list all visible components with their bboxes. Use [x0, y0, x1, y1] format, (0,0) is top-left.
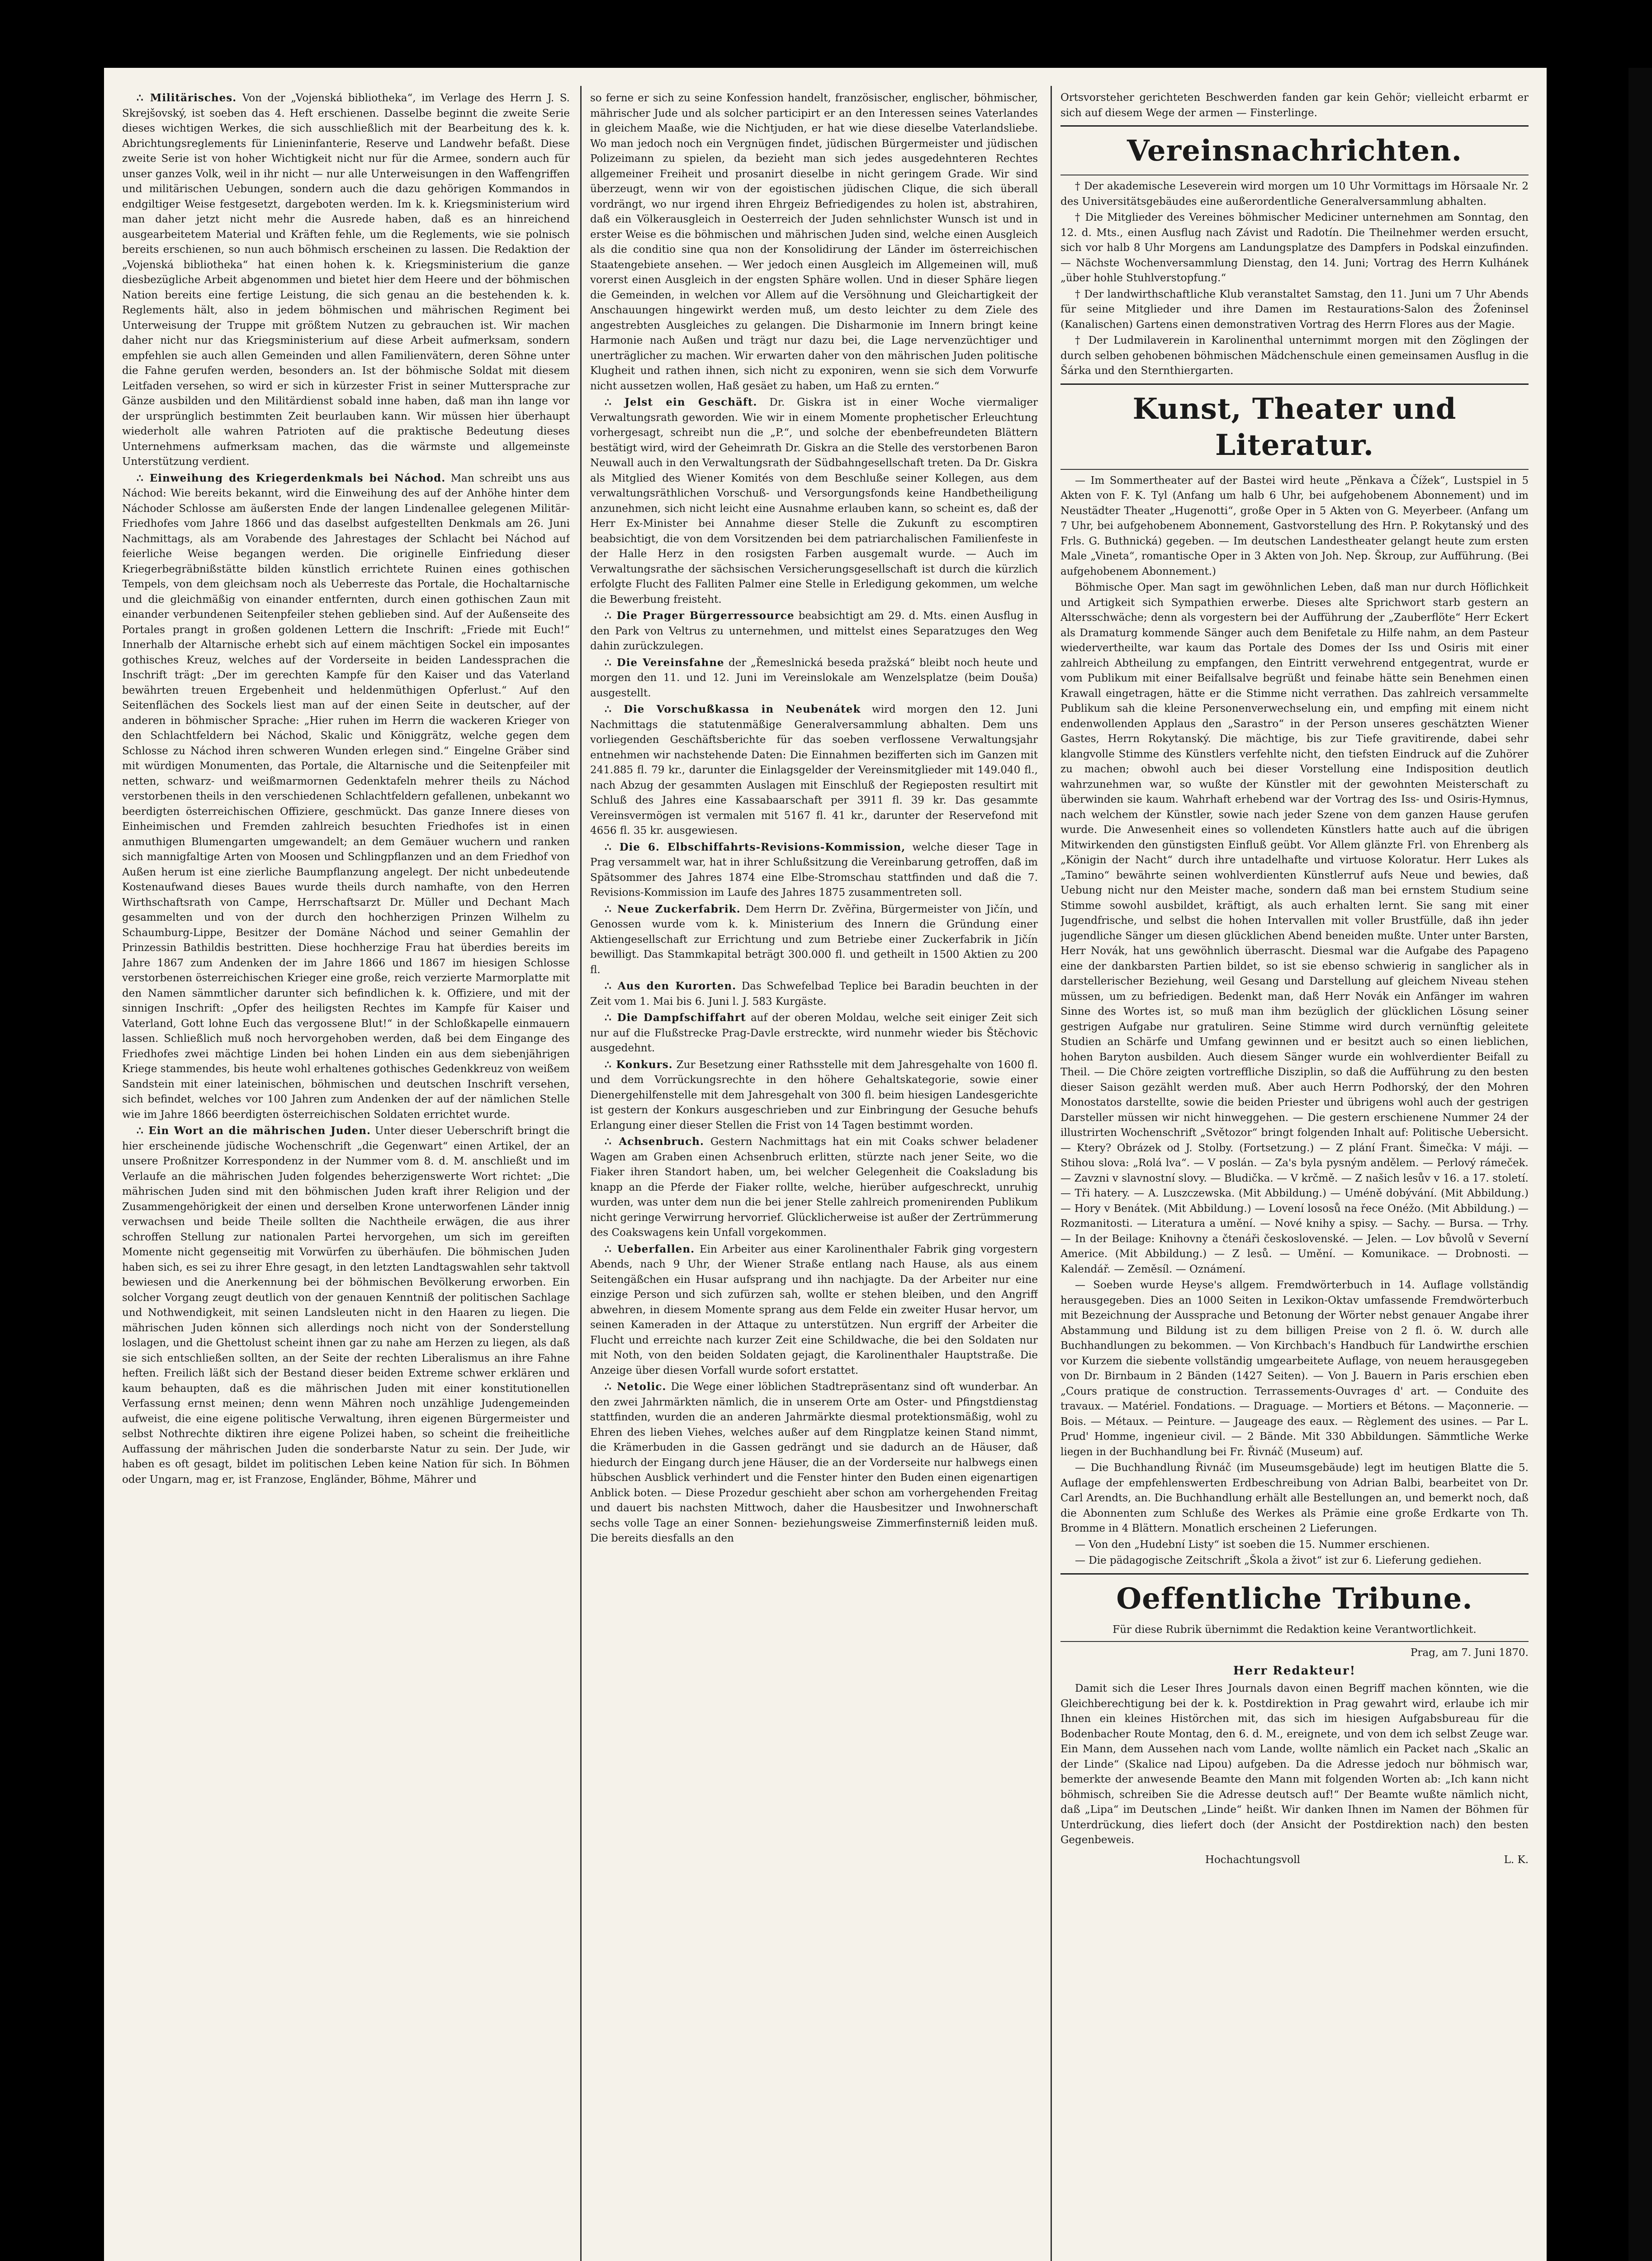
- article-militaerisches: [122, 90, 570, 470]
- section-rule: [1060, 125, 1529, 127]
- article-vereinsfahne: [590, 655, 1038, 701]
- article-kurorte: [590, 979, 1038, 1009]
- article-head: ∴ Achsenbruch.: [605, 1135, 704, 1148]
- article-head: ∴ Ueberfallen.: [605, 1243, 695, 1255]
- article-geschaeft: [590, 395, 1038, 607]
- article-text: Unter dieser Ueberschrift bringt die hier erscheinende jüdische Wochenschrift „die Gegenwart“ einen Artikel, der an unsere Proßnitzer Korrespondenz in der Nummer vom 8. d. M. anschließt und im Verlaufe an die mährischen Juden folgendes beherzigenswerte Wort richtet: „Die mährischen Juden sind mit den böhmischen Juden kraft ihrer Religion und der Zusammengehörigkeit der einen und derselben Krone unterworfenen Länder innig verwachsen und beide Theile sollten die Nachtheile erwägen, die aus ihrer schroffen Stellung zur nationalen Partei hervorgehen, um sich im gereiften Momente nicht gegenseitig mit Vorwürfen zu überhäufen. Die böhmischen Juden haben sich, es sei zu ihrer Ehre gesagt, in den letzten Landtagswahlen sehr taktvoll bewiesen und die Anerkennung bei der böhmischen Bevölkerung erworben. Ein solcher Vorgang zeugt deutlich von der genauen Kenntniß der politischen Sachlage und Nothwendigkeit, mit seinen Landsleuten nicht in den Haaren zu liegen. Die mährischen Juden können sich allerdings noch nicht von der Sonderstellung loslagen, und die Ghettolust scheint ihnen gar zu nahe am Herzen zu liegen, als daß sie sich entschließen sollten, an der Seite der rechten Liberalismus an ihre Fahne heften. Freilich läßt sich der Bestand dieser beiden Extreme schwer erklären und kaum behaupten, daß es die mährischen Juden mit einer konstitutionellen Verfassung ernst meinen; denn wenn Mähren noch unzählige Judengemeinden aufweist, die eine eigene politische Verwaltung, ihren eigenen Bürgermeister und selbst Nothrechte diktiren ihre eigene Polizei haben, so scheint die freiheitliche Auffassung der mährischen Juden die sonderbarste Natur zu sein. Der Jude, wir haben es oft gesagt, bildet im politischen Leben keine Nation für sich. In Böhmen oder Ungarn, mag er, ist Franzose, Engländer, Böhme, Mährer und: [122, 1125, 570, 1485]
- article-text: beabsichtigt am 29. d. Mts. einen Ausflug in den Park von Veltrus zu unternehmen, und mittelst eines Separatzuges den Weg dahin zurückzulegen.: [590, 610, 1038, 652]
- column-divider: [1051, 86, 1052, 2261]
- article-text: Gestern Nachmittags hat ein mit Coaks schwer beladener Wagen am Graben einen Achsenbruch erlitten, stürzte nach jener Seite, wo die Fiaker ihren Standort haben, um, bei welcher Gelegenheit die Coaksladung bis knapp an die Pferde der Fiaker rollte, welche, hierüber aufgeschreckt, unruhig wurden, was unter dem nun die bei jener Stelle zahlreich promenirenden Publikum nicht geringe Verwirrung hervorrief. Glücklicherweise ist außer der Zertrümmerung des Coakswagens kein Unfall vorgekommen.: [590, 1136, 1038, 1239]
- article-vorschusskassa: [590, 702, 1038, 839]
- letter-body: Damit sich die Leser Ihres Journals davon einen Begriff machen könnten, wie die Gleichberechtigung bei der k. k. Postdirektion in Prag gewahrt wird, erlaube ich mir Ihnen ein kleines Histörchen mit, das sich im hiesigen Aufgabsbureau für die Bodenbacher Route Montag, den 6. d. M., ereignete, und von dem ich selbst Zeuge war. Ein Mann, dem Aussehen nach vom Lande, wollte nämlich ein Packet nach „Skalic an der Linde“ (Skalice nad Lipou) aufgeben. Da die Adresse jedoch nur böhmisch war, bemerkte der anwesende Beamte den Mann mit folgenden Worten ab: „Ich kann nicht böhmisch, schreiben Sie die Adresse deutsch auf!“ Der Beamte wußte nämlich nicht, daß „Lipa“ im Deutschen „Linde“ heißt. Wir danken Ihnen im Namen der Böhmen für Unterdrückung, dies liefert doch (der Ansicht der Postdirektion nach) den besten Gegenbeweis.: [1060, 1683, 1529, 1846]
- article-head: ∴ Die Vereinsfahne: [605, 656, 724, 669]
- section-title-kunst-theater-literatur: Kunst, Theater und Literatur.: [1132, 392, 1457, 462]
- article-buergerressource: [590, 608, 1038, 654]
- article-head: ∴ Die Vorschußkassa in Neubenátek: [605, 703, 861, 715]
- letter-closing: Hochachtungsvoll: [1205, 1854, 1300, 1866]
- article-elbschiffahrt: [590, 840, 1038, 901]
- section-title-oeffentliche-tribune: Oeffentliche Tribune.: [1116, 1581, 1473, 1616]
- news-item: — Soeben wurde Heyse's allgem. Fremdwörterbuch in 14. Auflage vollständig herausgegeben. Dies an 1000 Seiten in Lexikon-Oktav umfassende Fremdwörterbuch mit Bezeichnung der Aussprache und Betonung der Wörter nebst genauer Angabe ihrer Abstammung und Bildung ist zu dem billigen Preise von 2 fl. ö. W. durch alle Buchhandlungen zu bekommen. — Von Kirchbach's Handbuch für Landwirthe erschien vor Kurzem die siebente vollständig umgearbeitete Auflage, von neuem herausgegeben von Dr. Birnbaum in 2 Bänden (1427 Seiten). — Von J. Bauern in Paris erschien eben „Cours pratique de construction. Terrassements-Ouvrages d' art. — Conduite des travaux. — Matériel. Fondations. — Draguage. — Mortiers et Bétons. — Maçonnerie. — Bois. — Métaux. — Peinture. — Jaugeage des eaux. — Règlement des usines. — Par L. Prud' Homme, ingenieur civil. — 2 Bände. Mit 330 Abbildungen. Sämmtliche Werke liegen in der Buchhandlung bei Fr. Řivnáč (Museum) auf.: [1060, 1279, 1529, 1458]
- article-konkurs: [590, 1057, 1038, 1134]
- column-2: [590, 90, 1038, 2261]
- article-text: Von der „Vojenská bibliotheka“, im Verlage des Herrn J. S. Skrejšovský, ist soeben das 4. Heft erschienen. Dasselbe beginnt die zweite Serie dieses wichtigen Werkes, die sich ausschließlich mit der Bearbeitung des k. k. Abrichtungsreglements für Linieninfanterie, Reserve und Landwehr befaßt. Diese zweite Serie ist von hoher Wichtigkeit nicht nur für die Armee, sondern auch für unser ganzes Volk, weil in ihr nicht — nur alle Unterweisungen in den Waffengriffen und militärischen Uebungen, sondern auch die dazu gehörigen Kommandos in endgiltiger Weise festgesetzt, dargeboten werden. Im k. k. Kriegsministerium wird man daher jetzt nicht mehr die Ausrede haben, daß es an hinreichend ausgearbeitetem Material und Kräften fehle, um die Reglements, wie sie polnisch bereits erschienen, so nun auch böhmisch erscheinen zu lassen. Die Redaktion der „Vojenská bibliotheka“ hat einen hohen k. k. Kriegsministerium die ganze diesbezügliche Arbeit abgenommen und bietet hier dem Heere und der böhmischen Nation bereits eine fertige Leistung, die sich genau an die bestehenden k. k. Reglements hält, also in jedem böhmischen und mährischen Regiment bei Unterweisung der Truppe mit größtem Nutzen zu gebrauchen ist. Wir machen daher nicht nur das Kriegsministerium auf diese Arbeit aufmerksam, sondern empfehlen sie auch allen Gemeinden und allen Familienvätern, deren Söhne unter die Fahne gerufen werden, besonders an. Ist der böhmische Soldat mit diesem Leitfaden versehen, so wird er sich in kürzester Frist in seiner Muttersprache zur Gänze ausbilden und den Militärdienst sobald inne haben, daß man ihn lange vor der ursprünglich bestimmten Zeit beurlauben kann. Wir müssen hier überhaupt wiederholt alle wahren Patrioten auf die praktische Bedeutung dieses Unternehmens aufmerksam machen, das die wärmste und allgemeinste Unterstützung verdient.: [122, 92, 570, 468]
- news-item: † Der Ludmilaverein in Karolinenthal unternimmt morgen mit den Zöglingen der durch selben gehobenen böhmischen Mädchenschule einen gemeinsamen Ausflug in die Šárka und den Sternthiergarten.: [1060, 335, 1529, 377]
- newspaper-page: [104, 68, 1547, 2261]
- news-item: Böhmische Oper. Man sagt im gewöhnlichen Leben, daß man nur durch Höflichkeit und Artigkeit sich Sympathien erwerbe. Dieses alte Sprichwort starb gestern an Altersschwäche; denn als vorgestern bei der Aufführung der „Zauberflöte“ Herr Eckert als Dramaturg kommende Sänger auch dem Benifetale zu Hilfe nahm, an dem Pasteur wiedervertheilte, war kaum das Portale des Domes der Iss und Osiris mit einer zahlreich Abtheilung zu empfangen, den Eintritt verwehrend entgegentrat, wurde er vom Publikum mit einer Beifallsalve begrüßt und feinabe hätte sein Benehmen einen Krawall eingetragen, hätte er die Stimme nicht verrathen. Das zahlreich versammelte Publikum sah die kleine Personenverwechselung ein, und empfing mit einem nicht endenwollenden Applaus den „Sarastro“ in der Person unseres geschätzten Wiener Gastes, Herrn Rokytanský. Die mächtige, bis zur Tiefe gravitirende, dabei sehr klangvolle Stimme des Künstlers verfehlte nicht, den tiefsten Eindruck auf die Zuhörer zu machen; obwohl auch bei dieser Vorstellung eine Indisposition deutlich wahrzunehmen war, so wußte der Künstler mit der gewohnten Meisterschaft zu überwinden sie kaum. Wahrhaft erhebend war der Vortrag des Iss- und Osiris-Hymnus, nach welchem der Künstler, sowie nach jeder Szene von dem ganzen Hause gerufen wurde. Die Anwesenheit eines so vollendeten Künstlers hatte auch auf die übrigen Mitwirkenden den günstigsten Einfluß geübt. Vor Allem glänzte Frl. von Ehrenberg als „Königin der Nacht“ durch ihre untadelhafte und virtuose Koloratur. Herr Lukes als „Tamino“ bewährte seinen wohlverdienten Künstlerruf aufs Neue und bewies, daß Uebung nicht nur den Meister mache, sondern daß man bei ernstem Studium seine Stimme sowohl ausbildet, kräftigt, als auch erhalten lernt. Sie sang mit einer Jugendfrische, und selbst die hohen Intervallen mit voller Brustfülle, daß ihn jeder jugendliche Sänger um diesen glücklichen Abend beneiden mußte. Unter unter Barsten, Herr Novák, hat uns gewöhnlich überrascht. Diesmal war die Aufgabe des Papageno eine der dankbarsten Partien bildet, so ist sie ebenso schwierig in sanglicher als in darstellerischer Beziehung, weil Gesang und Darstellung auf gleichem Niveau stehen müssen, um zu befriedigen. Bedenkt man, daß Herr Novák ein Anfänger im wahren Sinne des Wortes ist, so muß man ihm bezüglich der glücklichen Lösung seiner gestrigen Aufgabe nur gratuliren. Seine Stimme wird durch vernünftig geleitete Studien an Schärfe und Umfang gewinnen und er besitzt auch so einen lieblichen, hohen Baryton ausbilden. Auch diesem Sänger wurde ein wohlverdienter Beifall zu Theil. — Die Chöre zeigten vortreffliche Disziplin, so daß die Aufführung zu den besten dieser Saison gezählt werden muß. Aber auch Herrn Podhorský, der den Mohren Monostatos darstellte, sowie die beiden Priester und übrigens wohl auch der gestrigen Darsteller müssen wir nicht hinweggehen. — Die gestern erschienene Nummer 24 der illustrirten Wochenschrift „Světozor“ bringt folgenden Inhalt auf: Politische Uebersicht. — Ktery? Obrázek od J. Stolby. (Fortsetzung.) — Z plání Frant. Šimečka: V máji. — Stihou slova: „Rolá lva“. — V poslán. — Za's byla pysným andělem. — Perlový rámeček. — Zavzni v slavnostní slovy. — Bludička. — V krčmě. — Z našich lesův v 16. a 17. století. — Tři hatery. — A. Luszczewska. (Mit Abbildung.) — Uméně dobývání. (Mit Abbildung.) — Hory v Benátek. (Mit Abbildung.) — Lovení lososů na řece Onéžo. (Mit Abbildung.) — Rozmanitosti. — Literatura a umění. — Nové knihy a spisy. — Sachy. — Bursa. — Trhy. — In der Beilage: Knihovny a čtenáři československé. — Jelen. — Lov bůvolů v Severní Americe. (Mit Abbildung.) — Z lesů. — Umění. — Komunikace. — Drobnosti. — Kalendář. — Zeměsíl. — Oznámení.: [1060, 582, 1529, 1275]
- article-text: Man schreibt uns aus Náchod: Wie bereits bekannt, wird die Einweihung des auf der Anhöhe hinter dem Náchoder Schlosse am äußersten Ende der langen Lindenallee gelegenen Militär-Friedhofes vom Jahre 1866 und das daselbst aufgestellten Denkmals am 26. Juni Nachmittags, als am Vorabende des Jahrestages der Schlacht bei Náchod auf feierliche Weise begangen werden. Die originelle Einfriedung dieser Kriegerbegräbnißstätte bilden künstlich errichtete Ruinen eines gothischen Tempels, von dem gleichsam noch als Ueberreste das Portale, die Hochaltarnische und die gleichmäßig von einander entfernten, durch einen gothischen Zaun mit einander verbundenen Seitenpfeiler stehen geblieben sind. Auf der Außenseite des Portales prangt in großen goldenen Lettern die Inschrift: „Friede mit Euch!“ Innerhalb der Altarnische erhebt sich auf einem mächtigen Sockel ein imposantes gothisches Kreuz, welches auf der Vorderseite in beiden Landessprachen die Inschrift trägt: „Der im gerechten Kampfe für den Kaiser und das Vaterland bewährten treuen Ergebenheit und heldenmüthigen Opferlust.“ Auf den Seitenflächen des Sockels liest man auf der einen Seite in deutscher, auf der anderen in böhmischer Sprache: „Hier ruhen im Herrn die wackeren Krieger von den Schlachtfeldern bei Náchod, Skalic und Königgrätz, welche gegen dem Schlosse zu Náchod ihren schweren Wunden erlegen sind.“ Eingelne Gräber sind mit würdigen Monumenten, das Portale, die Altarnische und die Seitenpfeiler mit netten, schwarz- und weißmarmornen Gedenktafeln mehrer theils zu Náchod verstorbenen theils in den verschiedenen Schlachtfeldern gefallenen, unbekannt wo beerdigten österreichischen Offiziere, geschmückt. Das ganze Innere dieses von Einheimischen und Fremden zahlreich besuchten Friedhofes ist in einen anmuthigen Blumengarten umgewandelt; an dem Gemäuer wuchern und ranken sich mannigfaltige Arten von Moosen und Schlingpflanzen und an dem Friedhof von Außen herum ist eine zierliche Baumpflanzung angelegt. Der nicht unbedeutende Kostenaufwand dieses Baues wurde theils durch namhafte, von den Herren Wirthschaftsrath von Campe, Herrschaftsarzt Dr. Müller und Dechant Mach gesammelten und von der durch den hochherzigen Prinzen Wilhelm zu Schaumburg-Lippe, Besitzer der Domäne Náchod und seiner Gemahlin der Prinzessin Bathildis bestritten. Diese hochherzige Frau hat überdies bereits im Jahre 1867 zum Andenken der im Jahre 1866 und 1867 im hiesigen Schlosse verstorbenen österreichischen Krieger eine große, reich verzierte Marmorplatte mit den Namen sämmtlicher darunter sich befindlichen k. k. Offiziere, und mit der sinnigen Inschrift: „Opfer des heiligsten Rechtes im Kampfe für Kaiser und Vaterland, Gott lohne Euch das vergossene Blut!“ in der Schloßkapelle einmauern lassen. Schließlich muß noch hervorgehoben werden, daß bei dem Eingange des Friedhofes zwei mächtige Linden bei hohen Linden ein aus dem siebenjährigen Kriege stammendes, bis heute wohl erhaltenes gothisches Gedenkkreuz von weißem Sandstein mit einer lateinischen, böhmischen und deutschen Inschrift versehen, sich befindet, welches vor 100 Jahren zum Andenken der auf der nämlichen Stelle wie im Jahre 1866 beerdigten österreichischen Soldaten errichtet wurde.: [122, 472, 570, 1121]
- column-divider: [580, 86, 582, 2261]
- article-head: ∴ Netolic.: [605, 1381, 667, 1393]
- article-kriegerdenkmal: [122, 471, 570, 1123]
- section-rule: [1060, 1641, 1529, 1642]
- article-ueberfallen: [590, 1242, 1038, 1379]
- article-text: auf der oberen Moldau, welche seit einiger Zeit sich nur auf die Flußstrecke Prag-Davle erstreckte, wird nunmehr wieder bis Štěchovic ausgedehnt.: [590, 1012, 1038, 1054]
- news-item: — Von den „Hudební Listy“ ist soeben die 15. Nummer erschienen.: [1075, 1538, 1430, 1551]
- column-1: [122, 90, 570, 2261]
- section-title-vereinsnachrichten: Vereinsnachrichten.: [1127, 134, 1462, 168]
- news-item: † Der akademische Leseverein wird morgen um 10 Uhr Vormittags im Hörsaale Nr. 2 des Universitätsgebäudes eine außerordentliche Generalversammlung abhalten.: [1060, 180, 1529, 208]
- article-text: welche dieser Tage in Prag versammelt war, hat in ihrer Schlußsitzung die Vereinbarung getroffen, daß im Spätsommer des Jahres 1874 eine Elbe-Stromschau stattfinden und daß die 7. Revisions-Kommission im Laufe des Jahres 1875 zusammentreten soll.: [590, 841, 1038, 899]
- article-achsenbruch: [590, 1134, 1038, 1241]
- article-head: ∴ Einweihung des Kriegerdenkmals bei Náchod.: [137, 472, 446, 484]
- letter-date: Prag, am 7. Juni 1870.: [1411, 1647, 1529, 1659]
- article-head: ∴ Die Dampfschiffahrt: [605, 1012, 746, 1024]
- letter-signature-row: [1060, 1853, 1529, 1868]
- article-head: ∴ Die 6. Elbschiffahrts-Revisions-Kommission,: [605, 841, 906, 853]
- scan-edge: [1628, 68, 1652, 2261]
- news-item: — Die pädagogische Zeitschrift „Škola a život“ ist zur 6. Lieferung gediehen.: [1075, 1555, 1482, 1566]
- article-text: Die Wege einer löblichen Stadtrepräsentanz sind oft wunderbar. An den zwei Jahrmärkten nämlich, die in unserem Orte am Oster- und Pfingstdienstag stattfinden, wurden die an anderen Jahrmärkte diesmal protektionsmäßig, wohl zu Ehren des lieben Viehes, welches außer auf dem Ringplatze keinen Stand nimmt, die Krämerbuden in die Gassen gedrängt und sie dadurch an de Häuser, daß hiedurch der Eingang durch jene Häuser, die an der Vorderseite nur halbwegs einen hübschen Ausblick verhindert und die Fenster hinter den Buden einen eigenartigen Anblick boten. — Diese Prozedur geschieht aber schon am vorhergehenden Freitag und dauert bis nachsten Mittwoch, daher die Hausbesitzer und Inwohnerschaft sechs volle Tage an einer Sonnen- beziehungsweise Zimmerfinsterniß leiden muß. Die bereits diesfalls an den: [590, 1381, 1038, 1544]
- article-text: so ferne er sich zu seine Konfession handelt, französischer, englischer, böhmischer, mährischer Jude und als solcher participirt er an den Interessen seines Vaterlandes in gleichem Maaße, wie die Nichtjuden, er hat wie diese dieselbe Vaterlandsliebe. Wo man jedoch noch ein Vergnügen findet, jüdischen Bürgermeister und jüdischen Polizeimann zu spielen, da bezieht man sich jedes ausgedehnteren Rechtes allgemeiner Freiheit und prosanirt dieselbe in nicht geringem Grade. Wir sind überzeugt, wenn wir von der egoistischen jüdischen Clique, die sich überall vordrängt, wo nur irgend ihren Ehrgeiz Befriedigendes zu holen ist, abstrahiren, daß ein Völkerausgleich in Oesterreich der Juden sehnlichster Wunsch ist und in erster Weise es die böhmischen und mährischen Juden sind, welche einen Ausgleich als die conditio sine qua non der Konsolidirung der Länder im österreichischen Staatengebiete ansehen. — Wer jedoch einen Ausgleich im Allgemeinen will, muß vorerst einen Ausgleich in der engsten Sphäre wollen. Und in dieser Sphäre liegen die Gemeinden, in welchen vor Allem auf die Versöhnung und Gleichartigkeit der Anschauungen hingewirkt werden muß, um desto leichter zu dem Ziele des angestrebten Ausgleiches zu gelangen. Die Disharmonie im Innern bringt keine Harmonie nach Außen und trägt nur dazu bei, die Lage nervenzüchtiger und unerträglicher zu machen. Wir erwarten daher von den mährischen Juden politische Klugheit und rathen ihnen, sich nicht zu exponiren, wenn sie sich dem Vorwurfe nicht aussetzen wollen, Haß gesäet zu haben, um Haß zu ernten.“: [590, 92, 1038, 392]
- news-item: — Im Sommertheater auf der Bastei wird heute „Pěnkava a Čížek“, Lustspiel in 5 Akten von F. K. Tyl (Anfang um halb 6 Uhr, bei aufgehobenem Abonnement) und im Neustädter Theater „Hugenotti“, große Oper in 5 Akten von G. Meyerbeer. (Anfang um 7 Uhr, bei aufgehobenem Abonnement, Gastvorstellung des Hrn. P. Rokytanský und des Frls. G. Buthnická) gegeben. — Im deutschen Landestheater gelangt heute zum ersten Male „Vineta“, romantische Oper in 3 Akten von Joh. Nep. Škroup, zur Aufführung. (Bei aufgehobenem Abonnement.): [1060, 474, 1529, 577]
- article-text: der „Řemeslnická beseda pražská“ bleibt noch heute und morgen den 11. und 12. Juni im Vereinslokale am Wenzelsplatze (beim Douša) ausgestellt.: [590, 657, 1038, 699]
- article-head: ∴ Militärisches.: [137, 92, 237, 104]
- article-head: ∴ Neue Zuckerfabrik.: [605, 903, 741, 915]
- article-head: ∴ Jelst ein Geschäft.: [605, 396, 757, 408]
- letter-salutation: Herr Redakteur!: [1233, 1664, 1356, 1678]
- article-text: wird morgen den 12. Juni Nachmittags die statutenmäßige Generalversammlung abhalten. Dem uns vorliegenden Geschäftsberichte für das soeben verflossene Verwaltungsjahr entnehmen wir nachstehende Daten: Die Einnahmen bezifferten sich im Ganzen mit 241.885 fl. 79 kr., darunter die Einlagsgelder der Vereinsmitglieder mit 149.040 fl., nach Abzug der gesammten Auslagen mit Einschluß der Regieposten resultirt mit Schluß des Jahres eine Kassabaarschaft per 3911 fl. 39 kr. Das gesammte Vereinsvermögen ist vermalen mit 5167 fl. 41 kr., darunter der Reservefond mit 4656 fl. 35 kr. ausgewiesen.: [590, 704, 1038, 837]
- article-head: ∴ Die Prager Bürgerressource: [605, 610, 795, 622]
- section-rule: [1060, 383, 1529, 385]
- article-zuckerfabrik: [590, 902, 1038, 978]
- section-rule: [1060, 1573, 1529, 1575]
- section-rule: [1060, 469, 1529, 470]
- article-continuation: [590, 90, 1038, 394]
- article-netolic: [590, 1379, 1038, 1547]
- news-item: † Die Mitglieder des Vereines böhmischer Mediciner unternehmen am Sonntag, den 12. d. Mts., einen Ausflug nach Závist und Radotín. Die Theilnehmer werden ersucht, sich vor halb 8 Uhr Morgens am Landungsplatze des Dampfers in Podskal einzufinden. — Nächste Wochenversammlung Dienstag, den 14. Juni; Vortrag des Herrn Kulhánek „über hohle Stuhlverstopfung.“: [1060, 212, 1529, 284]
- article-dampfschiffahrt: [590, 1010, 1038, 1056]
- article-head: ∴ Ein Wort an die mährischen Juden.: [137, 1125, 371, 1137]
- section-note: Für diese Rubrik übernimmt die Redaktion keine Verantwortlichkeit.: [1112, 1623, 1477, 1636]
- article-head: ∴ Aus den Kurorten.: [605, 980, 737, 992]
- article-text: Ein Arbeiter aus einer Karolinenthaler Fabrik ging vorgestern Abends, nach 9 Uhr, der Wiener Straße entlang nach Hause, als aus einem Seitengäßchen ein Husar aufsprang und ihn nachjagte. Da der Arbeiter nur eine einzige Person und sich zufürzen sah, wollte er stehen bleiben, und den Angriff abwehren, in diesem Momente sprang aus dem Felde ein zweiter Husar hervor, um seinen Kameraden in der Attaque zu unterstützen. Nun ergriff der Arbeiter die Flucht und erreichte nach kurzer Zeit eine Schildwache, die bei den Soldaten nur mit Noth, von den beiden Soldaten gejagt, die Karolinenthaler Hauptstraße. Die Anzeige über diesen Vorfall wurde sofort erstattet.: [590, 1243, 1038, 1376]
- news-item: † Der landwirthschaftliche Klub veranstaltet Samstag, den 11. Juni um 7 Uhr Abends für seine Mitglieder und ihre Damen im Restaurations-Salon des Žofeninsel (Kanalischen) Gartens einen demonstrativen Vortrag des Herrn Flores aus der Magie.: [1060, 288, 1529, 331]
- article-text: Dem Herrn Dr. Zvěřina, Bürgermeister von Jičín, und Genossen wurde vom k. k. Ministerium des Innern die Gründung einer Aktiengesellschaft zur Errichtung und zum Betriebe einer Zuckerfabrik in Jičín bewilligt. Das Stammkapital beträgt 300.000 fl. und getheilt in 1500 Aktien zu 200 fl.: [590, 903, 1038, 976]
- news-item: — Die Buchhandlung Řivnáč (im Museumsgebäude) legt im heutigen Blatte die 5. Auflage der empfehlenswerten Erdbeschreibung von Adrian Balbi, bearbeitet von Dr. Carl Arendts, an. Die Buchhandlung erhält alle Bestellungen an, und bemerkt noch, daß die Abonnenten zum Schluße des Werkes als Prämie eine große Erdkarte von Th. Bromme in 4 Blättern. Monatlich erscheinen 2 Lieferungen.: [1060, 1462, 1529, 1534]
- article-continuation: Ortsvorsteher gerichteten Beschwerden fanden gar kein Gehör; vielleicht erbarmt er sich auf diesem Wege der armen — Finsterlinge.: [1060, 92, 1529, 119]
- article-head: ∴ Konkurs.: [605, 1058, 673, 1071]
- article-text: Das Schwefelbad Teplice bei Baradin beuchten in der Zeit vom 1. Mai bis 6. Juni l. J. 583 Kurgäste.: [590, 980, 1038, 1008]
- column-3: [1060, 90, 1529, 2261]
- article-text: Dr. Giskra ist in einer Woche viermaliger Verwaltungsrath geworden. Wie wir in einem Momente prophetischer Erleuchtung vorhergesagt, schreibt nun die „P.“, und solche der ebenbefreundeten Blättern bestätigt wird, wird der Geheimrath Dr. Giskra an die Stelle des verstorbenen Baron Neuwall auch in den Verwaltungsrath der Südbahngesellschaft treten. Da Dr. Giskra als Mitglied des Wiener Komités von dem Beschluße seiner Kollegen, aus dem verwaltungsräthlichen Vorschuß- und Versorgungsfonds keine Handbetheiligung anzunehmen, sich nicht leicht eine Ausnahme erlauben kann, so scheint es, daß der Herr Ex-Minister bei Annahme dieser Stelle die Zukunft zu escomptiren beabsichtigt, die von dem Vorsitzenden bei dem patriarchalischen Familienfeste in der Halle Herz in den rosigsten Farben ausgemalt wurde. — Auch im Verwaltungsrathe der sächsischen Versicherungsgesellschaft ist durch die kürzlich erfolgte Flucht des Falliten Palmer eine Stelle in Erledigung gekommen, um welche die Bewerbung freisteht.: [590, 397, 1038, 605]
- article-text: Zur Besetzung einer Rathsstelle mit dem Jahresgehalte von 1600 fl. und dem Vorrückungsrechte in den höhere Gehaltskategorie, sowie einer Dienergehilfenstelle mit dem Jahresgehalt von 300 fl. beim hiesigen Landesgerichte ist gestern der Konkurs ausgeschrieben und zur Einbringung der Gesuche behufs Erlangung einer dieser Stellen die Frist von 14 Tagen bestimmt worden.: [590, 1059, 1038, 1131]
- article-maehrische-juden: [122, 1123, 570, 1487]
- letter-signature: L. K.: [1504, 1854, 1529, 1866]
